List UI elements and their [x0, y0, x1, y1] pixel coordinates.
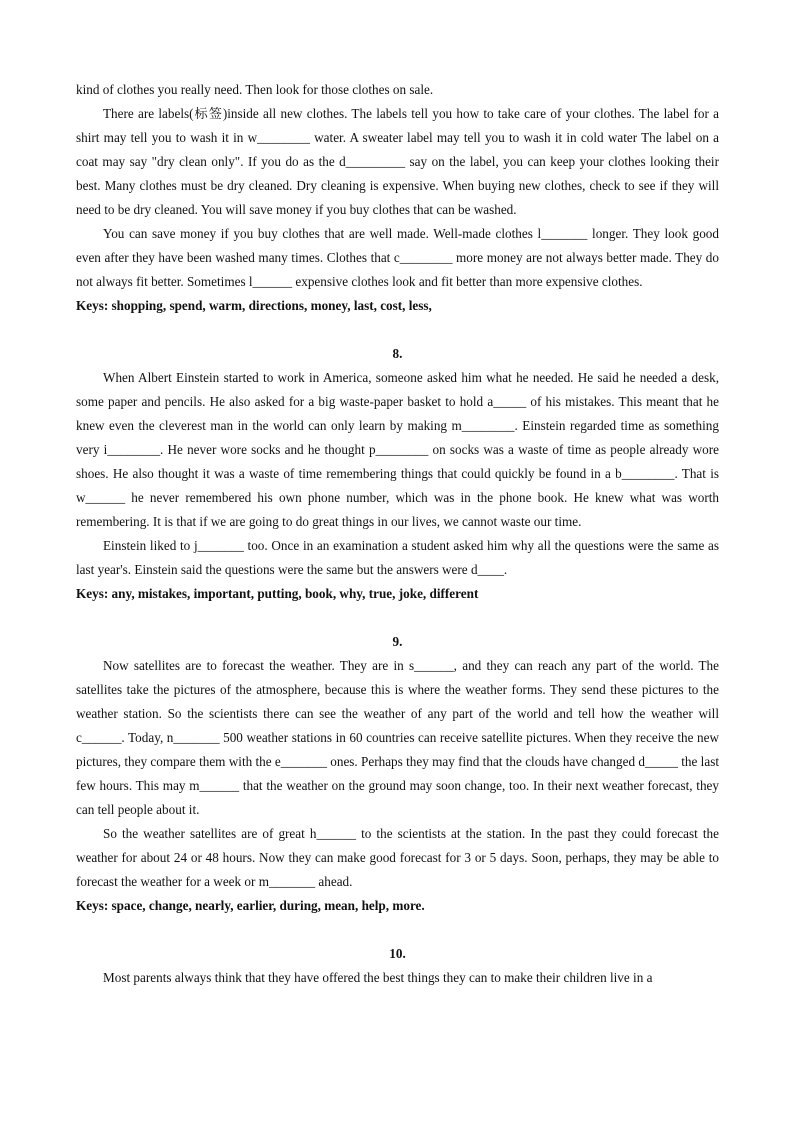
passage7-paragraph-2: There are labels(标签)inside all new clothes. The labels tell you how to take care of your clothes. The label for a shirt may tell you to wash it in w________ water. A sweater label may tell you to wash it in cold water The label on a coat may say "dry clean only". If you do as the d_________ say on the label, you can keep your clothes looking their best. Many clothes must be dry cleaned. Dry cleaning is expensive. When buying new clothes, check to see if they will need to be dry cleaned. You will save money if you buy clothes that can be washed.: [76, 106, 719, 217]
passage8-number: 8.: [392, 346, 403, 361]
passage9-keys: Keys: space, change, nearly, earlier, during, mean, help, more.: [76, 898, 425, 913]
passage8-keys: Keys: any, mistakes, important, putting, book, why, true, joke, different: [76, 586, 479, 601]
passage7-paragraph-1-tail: kind of clothes you really need. Then look for those clothes on sale.: [76, 82, 434, 97]
passage9-paragraph-1: Now satellites are to forecast the weather. They are in s______, and they can reach any part of the world. The satellites take the pictures of the atmosphere, because this is where the weather forms. They send these pictures to the weather station. So the scientists there can see the weather of any part of the world and tell how the weather will c______. Today, n_______ 500 weather stations in 60 countries can receive satellite pictures. When they receive the new pictures, they compare them with the e_______ ones. Perhaps they may find that the clouds have changed d_____ the last few hours. This may m______ that the weather on the ground may soon change, too. In their next weather forecast, they can tell people about it.: [76, 658, 719, 817]
passage10-number: 10.: [389, 946, 406, 961]
passage9-paragraph-2: So the weather satellites are of great h______ to the scientists at the station. In the past they could forecast the weather for about 24 or 48 hours. Now they can make good forecast for 3 or 5 days. Soon, perhaps, they may be able to forecast the weather for a week or m_______ ahead.: [76, 826, 719, 889]
passage7-paragraph-3: You can save money if you buy clothes that are well made. Well-made clothes l_______ longer. They look good even after they have been washed many times. Clothes that c________ more money are not always better made. They do not always fit better. Sometimes l______ expensive clothes look and fit better than more expensive clothes.: [76, 226, 719, 289]
passage7-keys: Keys: shopping, spend, warm, directions, money, last, cost, less,: [76, 298, 432, 313]
passage8-paragraph-1: When Albert Einstein started to work in America, someone asked him what he needed. He said he needed a desk, some paper and pencils. He also asked for a big waste-paper basket to hold a_____ of his mistakes. This meant that he knew even the cleverest man in the world can only learn by making m________. Einstein regarded time as something very i________. He never wore socks and he thought p________ on socks was a waste of time as people already wore shoes. He also thought it was a waste of time remembering things that could quickly be found in a b________. That is w______ he never remembered his own phone number, which was in the phone book. He knew what was worth remembering. It is that if we are going to do great things in our lives, we cannot waste our time.: [76, 370, 719, 529]
passage10-paragraph-1-start: Most parents always think that they have offered the best things they can to make their children live in a: [103, 970, 653, 985]
passage9-number: 9.: [392, 634, 403, 649]
passage8-paragraph-2: Einstein liked to j_______ too. Once in an examination a student asked him why all the questions were the same as last year's. Einstein said the questions were the same but the answers were d____.: [76, 538, 719, 577]
document-page: [76, 78, 719, 990]
